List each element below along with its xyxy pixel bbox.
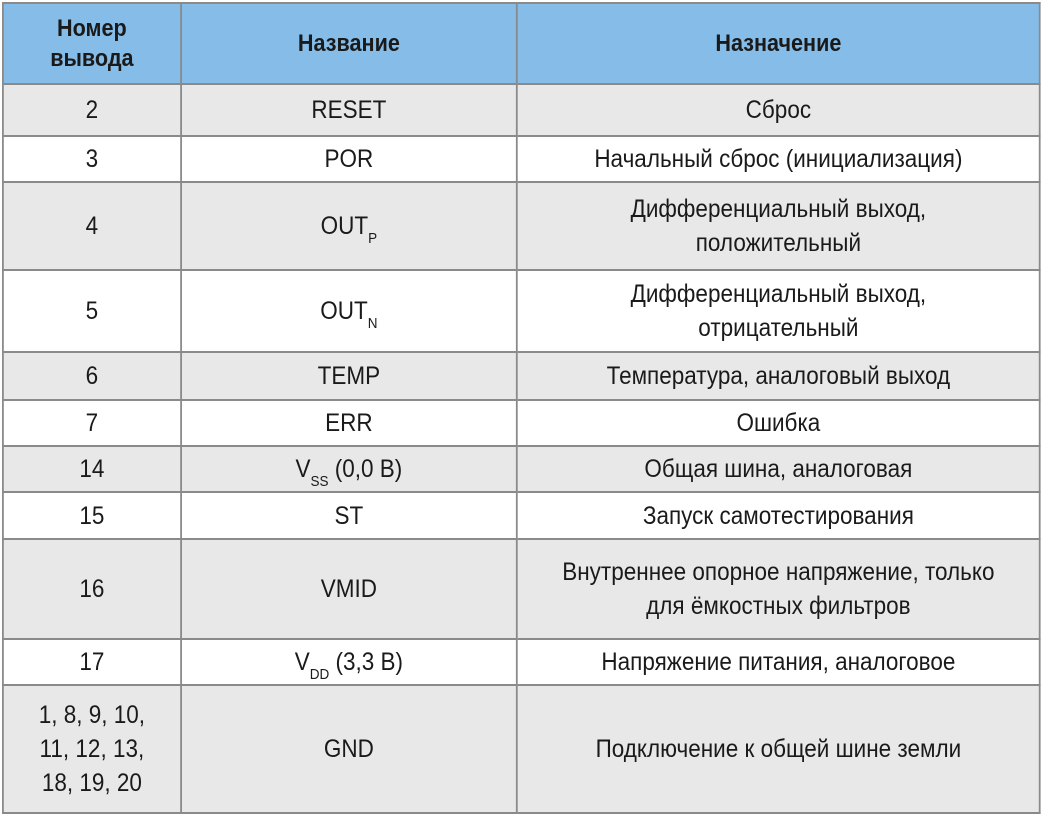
name-main: OUT bbox=[320, 211, 369, 240]
pin-cell: 5 bbox=[3, 270, 181, 352]
name-suffix: (3,3 В) bbox=[329, 648, 404, 677]
table-row bbox=[3, 539, 1040, 639]
header-name: Название bbox=[181, 3, 517, 84]
table-row bbox=[3, 84, 1040, 136]
pinout-table bbox=[2, 2, 1041, 814]
table-row bbox=[3, 492, 1040, 539]
name-subscript: N bbox=[367, 314, 378, 332]
purpose-line: для ёмкостных фильтров bbox=[646, 592, 911, 621]
pin-cell: 4 bbox=[3, 182, 181, 269]
purpose-cell: Температура, аналоговый выход bbox=[517, 352, 1040, 400]
name-cell: VMID bbox=[181, 539, 517, 639]
purpose-cell: Ошибка bbox=[517, 400, 1040, 446]
pin-cell: 2 bbox=[3, 84, 181, 136]
table-header bbox=[3, 3, 1040, 84]
name-subscript: DD bbox=[309, 666, 330, 684]
name-cell: TEMP bbox=[181, 352, 517, 400]
purpose-line: отрицательный bbox=[698, 313, 859, 342]
pin-cell bbox=[3, 685, 181, 813]
purpose-cell: Напряжение питания, аналоговое bbox=[517, 639, 1040, 684]
name-cell bbox=[181, 446, 517, 492]
header-pin-number: Номер вывода bbox=[3, 3, 181, 84]
purpose-cell: Сброс bbox=[517, 84, 1040, 136]
table-row bbox=[3, 685, 1040, 813]
pin-line: 18, 19, 20 bbox=[41, 768, 142, 797]
table-row bbox=[3, 136, 1040, 182]
pin-cell: 15 bbox=[3, 492, 181, 539]
name-subscript: SS bbox=[310, 473, 329, 491]
name-main: V bbox=[295, 455, 311, 484]
name-cell bbox=[181, 270, 517, 352]
pin-cell: 17 bbox=[3, 639, 181, 684]
purpose-cell bbox=[517, 270, 1040, 352]
purpose-cell bbox=[517, 539, 1040, 639]
pin-cell: 16 bbox=[3, 539, 181, 639]
pin-cell: 3 bbox=[3, 136, 181, 182]
pin-cell: 7 bbox=[3, 400, 181, 446]
purpose-line: положительный bbox=[695, 228, 862, 257]
table-row bbox=[3, 270, 1040, 352]
purpose-line: Дифференциальный выход, bbox=[630, 194, 927, 223]
table-row bbox=[3, 639, 1040, 684]
table-row bbox=[3, 352, 1040, 400]
purpose-line: Дифференциальный выход, bbox=[630, 279, 927, 308]
name-cell: ST bbox=[181, 492, 517, 539]
name-cell: POR bbox=[181, 136, 517, 182]
table-row bbox=[3, 182, 1040, 269]
pin-line: 11, 12, 13, bbox=[39, 734, 145, 763]
name-cell: ERR bbox=[181, 400, 517, 446]
name-subscript: P bbox=[368, 229, 378, 247]
pin-cell: 14 bbox=[3, 446, 181, 492]
table-row bbox=[3, 446, 1040, 492]
pin-cell: 6 bbox=[3, 352, 181, 400]
header-row bbox=[3, 3, 1040, 84]
pin-line: 1, 8, 9, 10, bbox=[38, 700, 146, 729]
name-main: V bbox=[294, 648, 310, 677]
purpose-cell: Начальный сброс (инициализация) bbox=[517, 136, 1040, 182]
name-cell bbox=[181, 639, 517, 684]
purpose-cell bbox=[517, 182, 1040, 269]
table-row bbox=[3, 400, 1040, 446]
purpose-line: Внутреннее опорное напряжение, только bbox=[562, 558, 995, 587]
purpose-cell: Общая шина, аналоговая bbox=[517, 446, 1040, 492]
name-main: OUT bbox=[320, 296, 368, 325]
name-cell: GND bbox=[181, 685, 517, 813]
purpose-cell: Запуск самотестирования bbox=[517, 492, 1040, 539]
header-purpose: Назначение bbox=[517, 3, 1040, 84]
name-cell bbox=[181, 182, 517, 269]
name-suffix: (0,0 В) bbox=[328, 455, 403, 484]
table-body bbox=[3, 84, 1040, 813]
name-cell: RESET bbox=[181, 84, 517, 136]
purpose-cell: Подключение к общей шине земли bbox=[517, 685, 1040, 813]
